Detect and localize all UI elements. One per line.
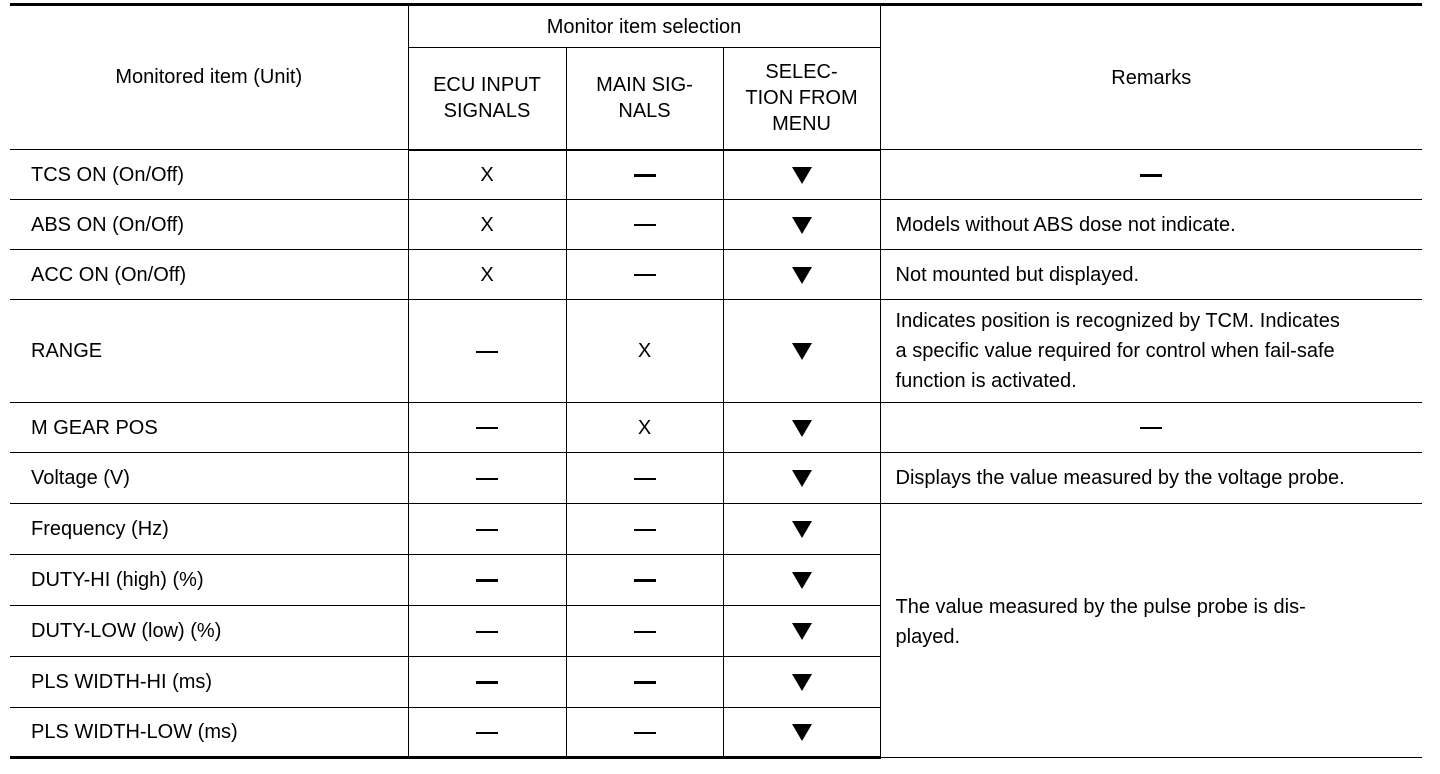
monitored-item-cell: [10, 453, 408, 504]
header-main-line1: MAIN SIG-: [596, 74, 693, 97]
monitored-item-cell: [10, 250, 408, 300]
ecu-input-cell: [408, 504, 566, 555]
selection-from-menu-cell: [723, 453, 880, 504]
monitored-item-cell: [10, 555, 408, 606]
check-mark: X: [637, 416, 652, 439]
dash-icon: [476, 732, 498, 734]
check-mark: X: [480, 213, 494, 236]
monitored-item-label: RANGE: [31, 340, 103, 362]
dash-icon: [476, 631, 498, 633]
table-row: [10, 150, 1422, 200]
remarks-text: Models without ABS dose not indicate.: [895, 213, 1236, 236]
remarks-cell: [880, 403, 1422, 453]
selection-from-menu-cell: [723, 250, 880, 300]
table-row: [10, 504, 1422, 555]
remarks-text: Not mounted but displayed.: [895, 263, 1140, 286]
monitored-item-cell: [10, 504, 408, 555]
remarks-cell: [880, 200, 1422, 250]
dash-icon: [476, 579, 498, 582]
monitored-item-label: M GEAR POS: [31, 416, 158, 439]
header-monitor-selection: [408, 5, 880, 48]
dash-icon: [476, 478, 498, 480]
header-sel-line2: TION FROM: [745, 87, 858, 110]
main-signals-cell: [566, 300, 723, 403]
remarks-cell: [880, 250, 1422, 300]
down-triangle-icon: [792, 167, 812, 184]
down-triangle-icon: [792, 267, 812, 284]
monitored-item-label: ABS ON (On/Off): [31, 213, 184, 236]
ecu-input-cell: [408, 300, 566, 403]
dash-icon: [634, 529, 656, 531]
selection-from-menu-cell: [723, 403, 880, 453]
monitored-item-cell: [10, 150, 408, 200]
remarks-text-line: a specific value required for control when fail-safe: [895, 340, 1335, 362]
dash-icon: [1140, 427, 1162, 429]
dash-icon: [634, 274, 656, 276]
selection-from-menu-cell: [723, 150, 880, 200]
table-row: [10, 403, 1422, 453]
remarks-text: Displays the value measured by the voltage probe.: [895, 467, 1345, 489]
header-ecu-line2: SIGNALS: [443, 100, 531, 123]
dash-icon: [634, 478, 656, 480]
ecu-input-cell: [408, 657, 566, 708]
ecu-input-cell: [408, 606, 566, 657]
check-mark: X: [480, 263, 494, 286]
header-monitored-item: [10, 5, 408, 150]
monitored-item-cell: [10, 300, 408, 403]
header-ecu-input-signals: [408, 48, 566, 150]
main-signals-cell: [566, 504, 723, 555]
selection-from-menu-cell: [723, 708, 880, 758]
monitored-item-label: ACC ON (On/Off): [31, 263, 187, 286]
header-ecu-line1: ECU INPUT: [433, 74, 541, 97]
down-triangle-icon: [792, 217, 812, 234]
table-row: [10, 453, 1422, 504]
ecu-input-cell: [408, 150, 566, 200]
ecu-input-cell: [408, 403, 566, 453]
down-triangle-icon: [792, 420, 812, 437]
monitored-item-cell: [10, 200, 408, 250]
pulse-remarks-cell: [880, 504, 1422, 758]
table-row: [10, 250, 1422, 300]
table-row: [10, 200, 1422, 250]
dash-icon: [634, 174, 656, 177]
main-signals-cell: [566, 555, 723, 606]
monitored-item-cell: [10, 403, 408, 453]
dash-icon: [1140, 174, 1162, 177]
ecu-input-cell: [408, 708, 566, 758]
selection-from-menu-cell: [723, 200, 880, 250]
dash-icon: [476, 681, 498, 684]
monitored-item-label: DUTY-HI (high) (%): [31, 569, 204, 591]
down-triangle-icon: [792, 572, 812, 589]
monitored-item-label: TCS ON (On/Off): [31, 163, 184, 186]
check-mark: X: [480, 163, 494, 186]
dash-icon: [476, 529, 498, 531]
remarks-text-line: The value measured by the pulse probe is dis-: [895, 595, 1306, 618]
monitored-item-cell: [10, 657, 408, 708]
dash-icon: [634, 579, 656, 582]
monitored-item-label: Voltage (V): [31, 467, 130, 489]
header-main-line2: NALS: [618, 100, 671, 123]
header-sel-line1: SELEC-: [765, 61, 838, 84]
header-main-signals: [566, 48, 723, 150]
header-monitored-item-label: Monitored item (Unit): [115, 65, 303, 88]
ecu-input-cell: [408, 453, 566, 504]
down-triangle-icon: [792, 724, 812, 741]
monitored-item-label: DUTY-LOW (low) (%): [31, 620, 222, 642]
down-triangle-icon: [792, 674, 812, 691]
remarks-cell: [880, 300, 1422, 403]
header-remarks: [880, 5, 1422, 150]
table-row: [10, 300, 1422, 403]
down-triangle-icon: [792, 521, 812, 538]
selection-from-menu-cell: [723, 504, 880, 555]
monitor-item-table: [10, 3, 1422, 759]
dash-icon: [634, 681, 656, 684]
check-mark: X: [637, 340, 652, 362]
dash-icon: [634, 224, 656, 226]
header-sel-line3: MENU: [772, 113, 831, 136]
remarks-cell: [880, 150, 1422, 200]
main-signals-cell: [566, 250, 723, 300]
remarks-text-line: function is activated.: [895, 370, 1077, 392]
main-signals-cell: [566, 200, 723, 250]
main-signals-cell: [566, 403, 723, 453]
header-selection-from-menu: [723, 48, 880, 150]
main-signals-cell: [566, 150, 723, 200]
down-triangle-icon: [792, 623, 812, 640]
ecu-input-cell: [408, 555, 566, 606]
main-signals-cell: [566, 657, 723, 708]
monitored-item-label: PLS WIDTH-LOW (ms): [31, 721, 238, 743]
monitored-item-cell: [10, 606, 408, 657]
monitored-item-label: Frequency (Hz): [31, 518, 169, 540]
monitored-item-cell: [10, 708, 408, 758]
dash-icon: [634, 631, 656, 633]
dash-icon: [476, 427, 498, 429]
dash-icon: [476, 351, 498, 353]
selection-from-menu-cell: [723, 657, 880, 708]
down-triangle-icon: [792, 470, 812, 487]
header-monitor-selection-label: Monitor item selection: [546, 15, 742, 38]
selection-from-menu-cell: [723, 555, 880, 606]
remarks-text-line: Indicates position is recognized by TCM. Indicates: [895, 310, 1340, 332]
selection-from-menu-cell: [723, 300, 880, 403]
main-signals-cell: [566, 606, 723, 657]
header-remarks-label: Remarks: [1111, 66, 1192, 89]
remarks-cell: [880, 453, 1422, 504]
selection-from-menu-cell: [723, 606, 880, 657]
monitored-item-label: PLS WIDTH-HI (ms): [31, 671, 213, 693]
dash-icon: [634, 732, 656, 734]
remarks-text-line: played.: [895, 625, 961, 648]
main-signals-cell: [566, 708, 723, 758]
ecu-input-cell: [408, 200, 566, 250]
ecu-input-cell: [408, 250, 566, 300]
main-signals-cell: [566, 453, 723, 504]
down-triangle-icon: [792, 343, 812, 360]
